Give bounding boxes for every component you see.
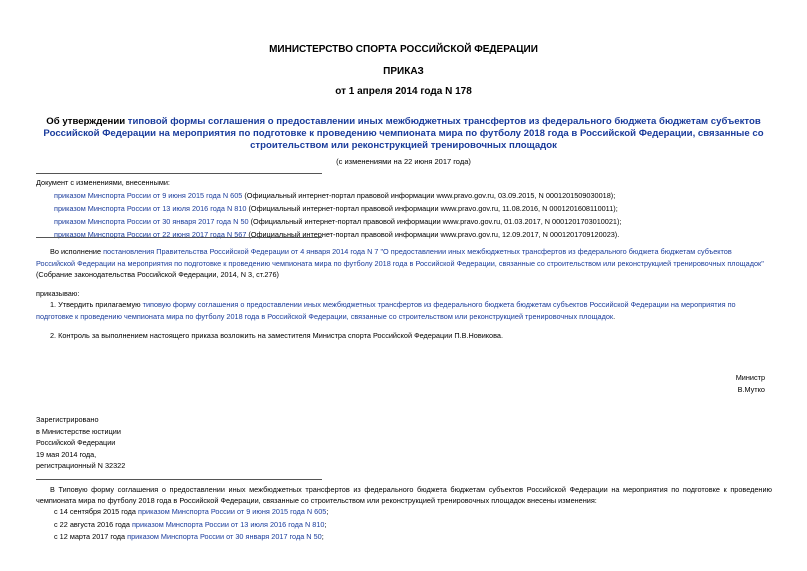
preamble-link[interactable]: постановления Правительства Российской Федерации от 4 января 2014 года N 7 "О предоставлении иных межбюджетных трансфертов из федерального бюджета бюджетам субъектов Российской Федерации на мероприятия по подготовке к проведению чемпионата мира по футболу 2018 года в Российской Федерации, связанные со строительством или реконструкцией тренировочных площадок"	[36, 247, 764, 268]
doc-change-text: (Официальный интернет-портал правовой информации www.pravo.gov.ru, 11.08.2016, N 0001201608110011);	[246, 204, 618, 213]
signature-position: Министр	[735, 373, 765, 382]
preamble-suffix: (Собрание законодательства Российской Федерации, 2014, N 3, ст.276)	[36, 270, 279, 280]
preamble-prefix: Во исполнение	[50, 247, 104, 256]
registration-block	[36, 414, 125, 472]
footnote-item-date: с 12 марта 2017 года	[54, 532, 128, 542]
registration-line: Российской Федерации	[36, 438, 116, 447]
ministry-heading: МИНИСТЕРСТВО СПОРТА РОССИЙСКОЙ ФЕДЕРАЦИИ	[269, 44, 538, 55]
doc-change-link[interactable]: приказом Минспорта России от 13 июля 2016 года N 810	[54, 204, 247, 213]
title-link[interactable]: типовой формы соглашения о предоставлении иных межбюджетных трансфертов из федерального бюджета бюджетам субъектов Российской Федерации на мероприятия по подготовке к проведению чемпионата мира по футболу 2018 года в Российской Федерации, связанные со строительством или реконструкцией тренировочных площадок	[43, 116, 764, 152]
changes-note: (с изменениями на 22 июня 2017 года)	[336, 157, 471, 166]
doc-changes-block	[36, 176, 784, 241]
top-divider	[36, 173, 322, 174]
doc-type-heading: ПРИКАЗ	[383, 66, 424, 77]
footnote-item-suffix: ;	[324, 519, 327, 529]
footnote-item-suffix: ;	[321, 532, 324, 542]
item-1-link[interactable]: типовую форму соглашения о предоставлении иных межбюджетных трансфертов из федерального бюджета бюджетам субъектов Российской Федерации на мероприятия по подготовке к проведению чемпионата мира по футболу 2018 года в Российской Федерации, связанные со строительством или реконструкцией тренировочных площадок	[36, 300, 736, 321]
order-word: приказываю:	[36, 289, 80, 298]
date-number-heading: от 1 апреля 2014 года N 178	[335, 86, 472, 97]
doc-changes-intro: Документ с изменениями, внесенными:	[36, 178, 170, 187]
title-prefix: Об утверждении	[46, 116, 128, 127]
item-1-prefix: 1. Утвердить прилагаемую	[50, 300, 143, 309]
signature-name: В.Мутко	[737, 385, 765, 394]
doc-change-item	[54, 215, 784, 228]
item-1-suffix: .	[613, 311, 616, 321]
doc-change-item	[54, 228, 784, 241]
footnote-item-link[interactable]: приказом Минспорта России от 9 июня 2015 года N 605	[138, 507, 327, 516]
item-2-paragraph: 2. Контроль за выполнением настоящего приказа возложить на заместителя Министра спорта Российской Федерации П.В.Новикова.	[50, 331, 503, 340]
doc-change-link[interactable]: приказом Минспорта России от 22 июня 2017 года N 567	[54, 230, 247, 239]
doc-change-text: (Официальный интернет-портал правовой информации www.pravo.gov.ru, 12.09.2017, N 0001201709120023).	[246, 230, 620, 239]
footnote-item	[54, 531, 328, 544]
doc-change-text: (Официальный интернет-портал правовой информации www.pravo.gov.ru, 01.03.2017, N 0001201703010021);	[248, 217, 622, 226]
footnote-item-date: с 22 августа 2016 года	[54, 519, 132, 529]
registration-line: Зарегистрировано	[36, 415, 99, 424]
registration-line: 19 мая 2014 года,	[36, 449, 97, 459]
doc-change-text: (Официальный интернет-портал правовой информации www.pravo.gov.ru, 03.09.2015, N 0001201509030018);	[242, 191, 616, 200]
doc-change-link[interactable]: приказом Минспорта России от 30 января 2017 года N 50	[54, 217, 249, 226]
doc-change-link[interactable]: приказом Минспорта России от 9 июня 2015 года N 605	[54, 191, 243, 200]
footnote-item	[54, 519, 328, 532]
registration-line: в Министерстве юстиции	[36, 426, 121, 436]
footnote-list	[54, 506, 328, 544]
signature-block	[736, 372, 765, 396]
footnote-item-suffix: ;	[326, 507, 329, 516]
doc-change-item	[54, 202, 784, 215]
preamble-paragraph	[36, 246, 772, 281]
footnote-item-link[interactable]: приказом Минспорта России от 13 июля 2016 года N 810	[131, 519, 325, 529]
mid-divider	[36, 237, 322, 238]
document-title	[30, 116, 777, 153]
footnote-item-link[interactable]: приказом Минспорта России от 30 января 2017 года N 50	[127, 532, 322, 542]
footnote-item-date: с 14 сентября 2015 года	[54, 507, 138, 516]
footnote-item	[54, 506, 328, 519]
item-1-paragraph	[36, 299, 772, 322]
doc-change-item	[54, 189, 784, 202]
footnote-divider	[36, 479, 322, 480]
footnote-text: В Типовую форму соглашения о предоставлении иных межбюджетных трансфертов из федерального бюджета бюджетам субъектов Российской Федерации на мероприятия по подготовке к проведению чемпионата мира по футболу 2018 года в Российской Федерации, связанные со строительством или реконструкцией тренировочных площадок внесены изменения:	[36, 485, 772, 506]
registration-line: регистрационный N 32322	[36, 461, 126, 470]
